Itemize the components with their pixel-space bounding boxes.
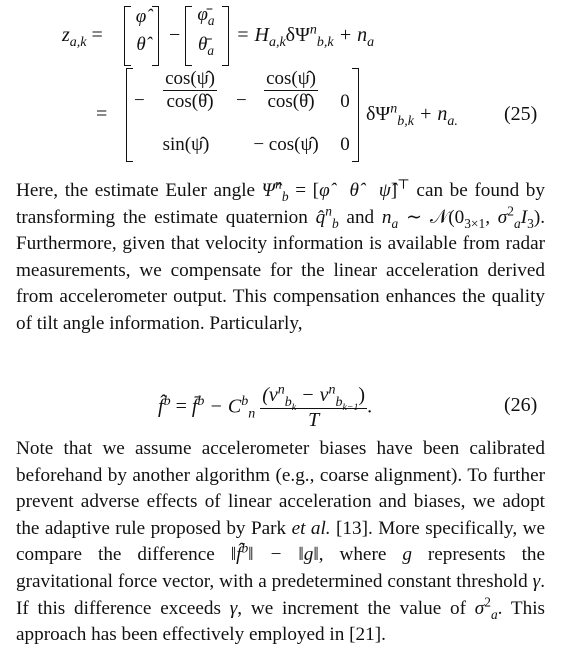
eq25-dpsi-sub: b,k <box>316 35 334 50</box>
p1-text-b: can be found by transforming the estimate quaternion <box>16 180 545 228</box>
eq25-m-r1c2-num: cos(ψ̂) <box>266 68 316 89</box>
eq26-num-end: ) <box>358 384 366 406</box>
eq26-num-a: (v <box>262 384 278 406</box>
eq25-line2-tail <box>366 101 458 129</box>
eq25-l2-dpsi-sub: b,k <box>397 114 414 129</box>
eq26-C-sup: b <box>241 393 249 409</box>
eq25-line1-rhs <box>236 22 375 50</box>
eq25-l2-dpsi: δΨ <box>366 103 391 125</box>
eq26-fhat-sup: b <box>163 393 171 409</box>
p2-text-d: represents the gravitational force vector, with a predetermined constant threshold <box>16 544 546 592</box>
eq25-vec2-right-bracket <box>222 6 229 66</box>
eq26-num-sup1: n <box>277 382 285 398</box>
eq26-num-subsub2: k−1 <box>342 401 359 413</box>
eq25-vec1-phi: φ̂ <box>135 6 147 27</box>
p1-text-a: Here, the estimate Euler angle <box>16 180 262 201</box>
p2-text-c: , where <box>318 544 403 566</box>
eq26-denominator: T <box>308 408 320 431</box>
eq26-fhat: f̂ <box>158 395 164 418</box>
eq25-lhs-sub: a,k <box>69 35 87 50</box>
eq25-dpsi: δΨ <box>285 24 310 46</box>
p1-transpose: ⊤ <box>397 176 410 192</box>
eq25-vec2-thetabar: $\thetā_a$ <box>198 34 214 58</box>
eq25-H: = H <box>236 24 269 46</box>
eq26-fbar-sup: b <box>197 393 205 409</box>
paragraph-2 <box>16 436 545 649</box>
eq25-dpsi-sup: n <box>309 22 317 38</box>
p2-norm-a: ‖f̂ <box>230 544 242 566</box>
p1-n-a-sub: a <box>391 215 399 231</box>
eq25-lhs-symbol: z <box>62 24 70 46</box>
eq26-numerator <box>260 382 367 413</box>
p1-q-sub: b <box>331 215 339 231</box>
p2-text-e: . If this difference exceeds <box>16 570 545 619</box>
eq26-period: . <box>367 395 373 418</box>
eq25-lhs <box>62 24 103 50</box>
p2-norm-a-sup: b <box>241 540 249 556</box>
eq25-m-r2c2: − cos(ψ̂) <box>253 134 319 155</box>
eq25-number: (25) <box>504 103 538 125</box>
p1-n-a: n <box>381 206 392 228</box>
p1-eq: = [ <box>288 180 320 201</box>
eq26-eq: = <box>170 395 192 418</box>
p1-q-sup: n <box>325 203 332 219</box>
eq26-minus-C: − C <box>204 395 242 418</box>
eq25-l2-noise-sub: a. <box>447 114 458 129</box>
p1-psi-sub: b <box>281 188 289 204</box>
eq26-num-subsub1: k <box>291 401 297 413</box>
p1-sigma: , σ <box>485 206 508 228</box>
eq26-num-sub2: b <box>335 395 343 410</box>
p2-g: g <box>402 544 412 566</box>
eq25-l2-dpsi-sup: n <box>390 101 398 117</box>
p1-vec-end: ] <box>390 180 398 201</box>
eq25-matrix-right-bracket <box>352 68 359 162</box>
eq26-fbar: f̄ <box>191 395 198 418</box>
eq25-H-sub: a,k <box>268 35 286 50</box>
paragraph-1 <box>16 178 545 338</box>
eq25-vec2-phibar: $\varphī_a$ <box>197 4 215 28</box>
p2-norm-b: ‖ − ‖g‖ <box>248 544 319 566</box>
p2-gamma: γ <box>532 570 541 592</box>
eq25-matrix-left-bracket <box>126 68 133 162</box>
eq25-noise: + n <box>338 24 368 46</box>
p1-sigma-sup: 2 <box>507 203 514 219</box>
p1-sigma-sub: a <box>513 215 521 231</box>
eq25-m-r1c2-den: cos(θ̂) <box>267 91 315 112</box>
eq25-minus: − <box>169 24 181 46</box>
p1-q-hat: q̂ <box>315 206 326 228</box>
eq26 <box>158 384 372 432</box>
p2-sigma-sup: 2 <box>484 594 491 610</box>
eq26-C-sub: n <box>248 406 256 422</box>
p1-I3-sub: 3 <box>527 215 534 231</box>
p2-etal: et al. <box>291 517 331 539</box>
eq25-m-r1c3: 0 <box>340 91 350 112</box>
p1-text-c: and <box>338 206 382 228</box>
eq25-l2-noise: + n <box>418 103 448 125</box>
eq25-noise-sub: a <box>367 35 375 50</box>
p1-text-d: ). Furthermore, given that velocity information is available from radar measurements, we compensate for the linear acceleration derived from accelerometer output. This compensation enhances the quality of tilt angle information. Particularly, <box>16 206 545 334</box>
eq26-num-sup2: n <box>328 382 336 398</box>
p1-zero-sub: 3×1 <box>464 215 486 231</box>
eq25-vec1-right-bracket <box>152 6 159 66</box>
eq25-equals: = <box>91 24 103 46</box>
p2-gamma2: γ <box>229 597 238 619</box>
eq26-num-mid: − v <box>296 384 329 406</box>
p1-sim: ∼ 𝒩(0 <box>398 206 465 228</box>
eq25-m-r1c1-num: cos(ψ̂) <box>165 68 215 89</box>
eq25-line2-equals: = <box>96 103 108 125</box>
p2-text-f: , we increment the value of <box>237 597 475 619</box>
p1-I3: I <box>520 206 528 228</box>
p1-psi-hat: Ψ̂ <box>261 180 276 201</box>
eq25-m-r2c1: sin(ψ̂) <box>162 134 210 155</box>
eq25-vec1-theta: θ̂ <box>136 34 146 55</box>
p2-text-a: Note that we assume accelerometer biases have been calibrated beforehand by another algorithm (e.g., coarse alignment). To further prevent adverse effects of linear acceleration and biases, we adopt the adaptive rule proposed by Park <box>16 438 545 539</box>
p2-text-g: . This approach has been effectively employed in [21]. <box>16 597 546 646</box>
p2-text-b: [13]. More specifically, we compare the difference <box>16 517 546 566</box>
eq25-m-r1c1: − $\frac{\cos(\psî)}{\cos(\thetâ)}$ <box>134 68 215 112</box>
p1-psi-sup: n <box>275 176 282 192</box>
p2-sigma: σ <box>474 597 485 619</box>
p2-sigma-sub: a <box>490 606 498 622</box>
eq26-number: (26) <box>504 394 538 416</box>
eq26-num-sub1: b <box>284 395 292 410</box>
eq25-m-r2c3: 0 <box>340 134 350 155</box>
eq25-m-r1c2: − $\frac{\cos(\psî)}{\cos(\thetâ)}$ <box>236 68 316 112</box>
eq25-m-r1c1-den: cos(θ̂) <box>166 91 214 112</box>
eq26-fraction <box>260 384 367 432</box>
p1-vec: φ̂ θ̂ ψ̂ <box>319 180 391 201</box>
